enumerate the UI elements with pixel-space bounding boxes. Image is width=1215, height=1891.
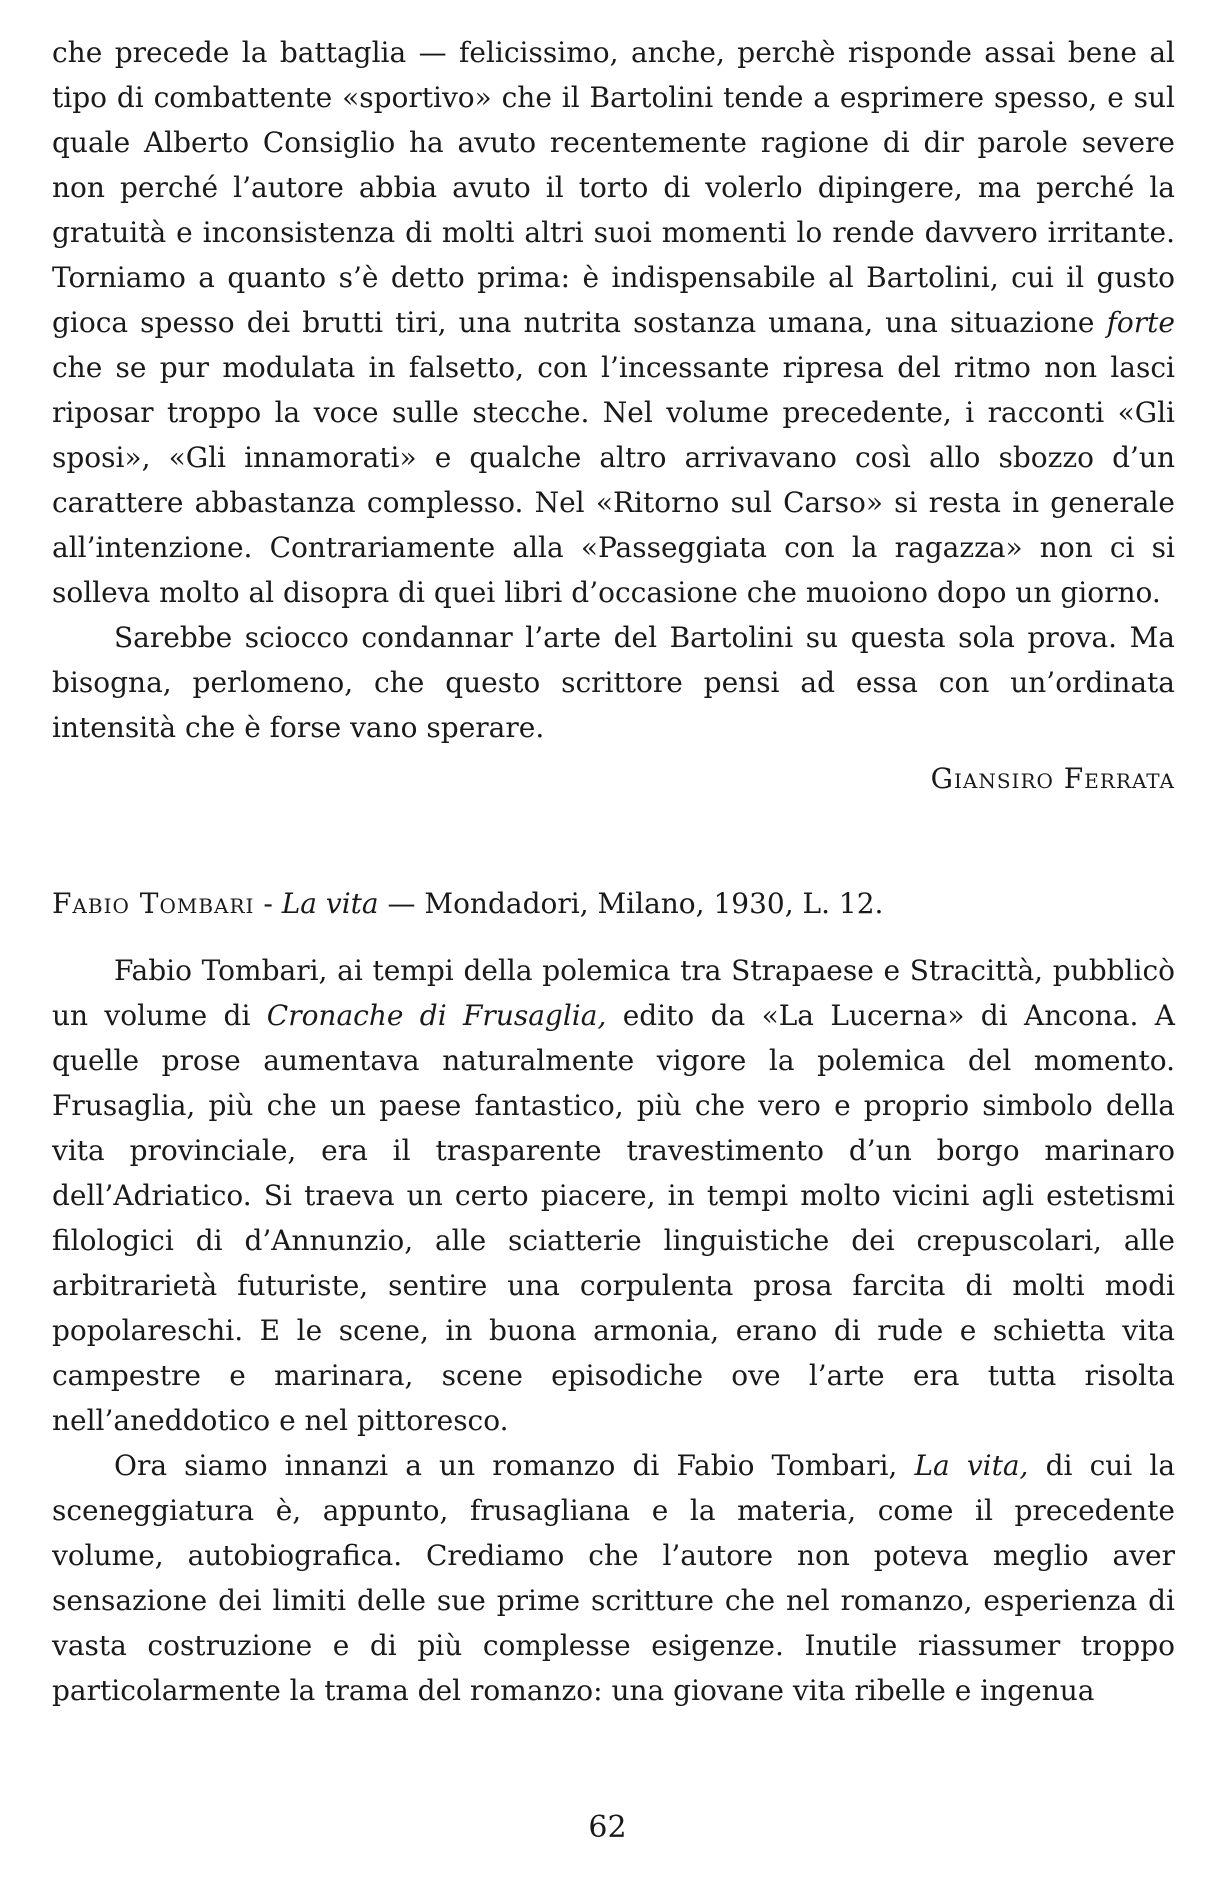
body-paragraph: Ora siamo innanzi a un romanzo di Fabio Tombari, La vita, di cui la sceneggiatura è, appunto, frusagliana e la materia, come il precedente volume, autobiografica. Crediamo che l’autore non poteva meglio aver sensazione dei limiti delle sue prime scritture che nel romanzo, esperienza di vasta costruzione e di più complesse esigenze. Inutile riassumer troppo particolarmente la trama del romanzo: una giovane vita ribelle e ingenua	[52, 1449, 1176, 1707]
reviewed-author: Fabio Tombari	[52, 887, 255, 920]
review-heading: Fabio Tombari - La vita — Mondadori, Milano, 1930, L. 12.	[52, 887, 884, 920]
body-paragraph: Sarebbe sciocco condannar l’arte del Bartolini su questa sola prova. Ma bisogna, perlomeno, che questo scrittore pensi ad essa con un’ordinata intensità che è forse vano sperare.	[52, 621, 1175, 744]
publication-info: — Mondadori, Milano, 1930, L. 12.	[378, 887, 884, 920]
author-signature: Giansiro Ferrata	[930, 762, 1175, 795]
page-number: 62	[588, 1810, 627, 1845]
emphasis: La vita,	[914, 1449, 1029, 1482]
emphasis: Cronache di Frusaglia,	[266, 999, 607, 1032]
reviewed-title: La vita	[281, 887, 379, 920]
emphasis: forte	[1106, 306, 1175, 339]
review-bartolini	[52, 30, 1175, 801]
body-paragraph: Fabio Tombari, ai tempi della polemica tra Strapaese e Stracittà, pubblicò un volume di Cronache di Frusaglia, edito da «La Lucerna» di Ancona. A quelle prose aumentava naturalmente vigore la polemica del momento. Frusaglia, più che un paese fantastico, più che vero e proprio simbolo della vita provinciale, era il trasparente travestimento d’un borgo marinaro dell’Adriatico. Si traeva un certo piacere, in tempi molto vicini agli estetismi filologici di d’Annunzio, alle sciatterie linguistiche dei crepuscolari, alle arbitrarietà futuriste, sentire una corpulenta prosa farcita di molti modi popolareschi. E le scene, in buona armonia, erano di rude e schietta vita campestre e marinara, scene episodiche ove l’arte era tutta risolta nell’aneddotico e nel pittoresco.	[52, 954, 1175, 1437]
review-tombari	[52, 881, 1175, 1713]
body-paragraph: che precede la battaglia — felicissimo, anche, perchè risponde assai bene al tipo di combattente «sportivo» che il Bartolini tende a esprimere spesso, e sul quale Alberto Consiglio ha avuto recentemente ragione di dir parole severe non perché l’autore abbia avuto il torto di volerlo dipingere, ma perché la gratuità e inconsistenza di molti altri suoi momenti lo rende davvero irritante. Torniamo a quanto s’è detto prima: è indispensabile al Bartolini, cui il gusto gioca spesso dei brutti tiri, una nutrita sostanza umana, una situazione forte che se pur modulata in falsetto, con l’incessante ripresa del ritmo non lasci riposar troppo la voce sulle stecche. Nel volume precedente, i racconti «Gli sposi», «Gli innamorati» e qualche altro arrivavano così allo sbozzo d’un carattere abbastanza complesso. Nel «Ritorno sul Carso» si resta in generale all’intenzione. Contrariamente alla «Passeggiata con la ragazza» non ci si solleva molto al disopra di quei libri d’occasione che muoiono dopo un giorno.	[52, 36, 1175, 609]
